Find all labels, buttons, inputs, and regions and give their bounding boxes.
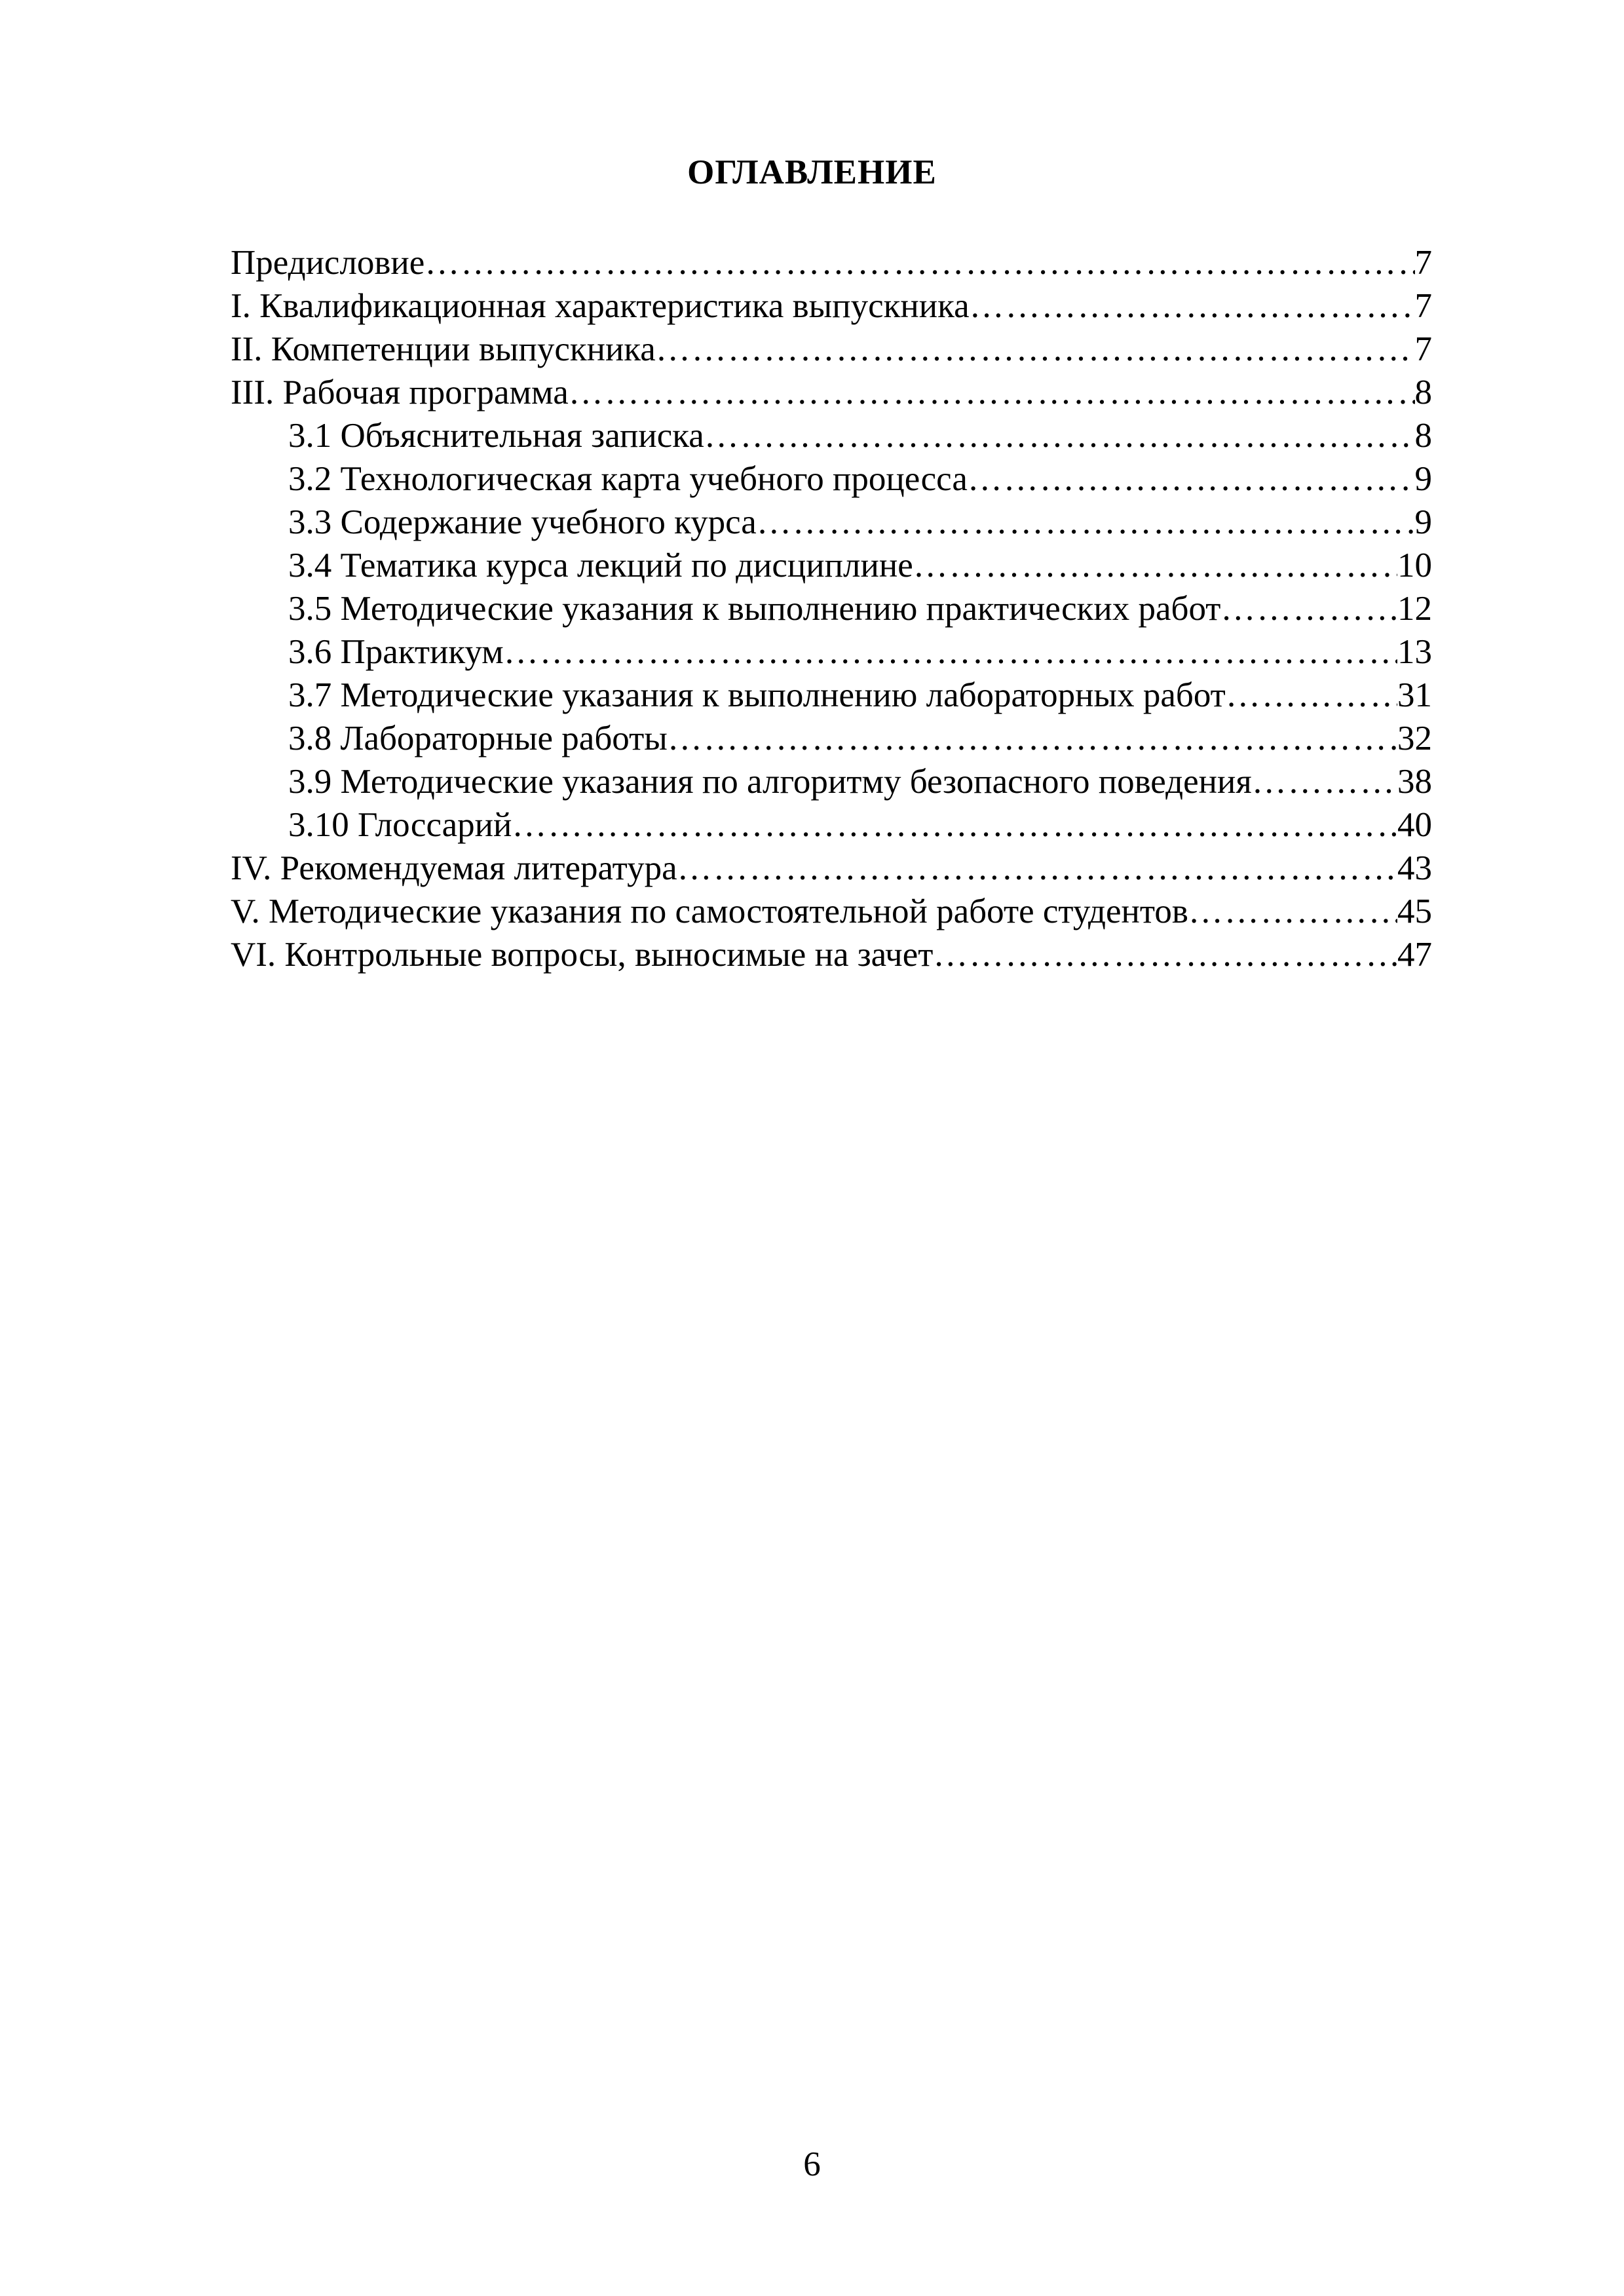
- toc-dot-leader: [425, 241, 1414, 284]
- toc-entry-page: 8: [1414, 417, 1432, 455]
- toc-entry-3-2[interactable]: [231, 457, 1432, 501]
- toc-entry-title: 3.6 Практикум: [288, 633, 504, 671]
- toc-dot-leader: [668, 717, 1397, 760]
- toc-dot-leader: [677, 847, 1397, 890]
- toc-entry-title: IV. Рекомендуемая литература: [231, 849, 677, 887]
- page-title: ОГЛАВЛЕНИЕ: [687, 153, 937, 191]
- toc-entry-page: 12: [1397, 590, 1432, 628]
- toc-entry-page: 40: [1397, 806, 1432, 844]
- toc-entry-title: 3.10 Глоссарий: [288, 806, 512, 844]
- toc-entry-page: 7: [1414, 244, 1432, 282]
- toc-entry-3-7[interactable]: [231, 674, 1432, 717]
- toc-dot-leader: [1252, 760, 1397, 803]
- toc-entry-title: 3.7 Методические указания к выполнению лабораторных работ: [288, 676, 1226, 714]
- toc-dot-leader: [704, 414, 1415, 457]
- toc-entry-section-3[interactable]: [231, 371, 1432, 414]
- toc-entry-page: 43: [1397, 849, 1432, 887]
- toc-entry-section-1[interactable]: [231, 284, 1432, 328]
- toc-dot-leader: [968, 457, 1415, 501]
- toc-entry-page: 9: [1414, 460, 1432, 498]
- toc-entry-page: 9: [1414, 503, 1432, 541]
- toc-entry-title: 3.4 Тематика курса лекций по дисциплине: [288, 546, 913, 584]
- table-of-contents: [231, 241, 1432, 976]
- toc-entry-title: V. Методические указания по самостоятельной работе студентов: [231, 892, 1188, 930]
- toc-dot-leader: [913, 544, 1397, 587]
- toc-entry-section-2[interactable]: [231, 328, 1432, 371]
- toc-dot-leader: [933, 933, 1397, 976]
- toc-entry-3-3[interactable]: [231, 501, 1432, 544]
- toc-entry-title: III. Рабочая программа: [231, 373, 569, 411]
- toc-entry-3-9[interactable]: [231, 760, 1432, 803]
- toc-entry-title: 3.9 Методические указания по алгоритму безопасного поведения: [288, 763, 1252, 801]
- toc-entry-section-5[interactable]: [231, 890, 1432, 933]
- toc-entry-3-10[interactable]: [231, 803, 1432, 847]
- toc-entry-page: 10: [1397, 546, 1432, 584]
- toc-entry-3-5[interactable]: [231, 587, 1432, 630]
- toc-dot-leader: [512, 803, 1397, 847]
- toc-entry-3-6[interactable]: [231, 630, 1432, 674]
- toc-entry-title: 3.5 Методические указания к выполнению практических работ: [288, 590, 1221, 628]
- toc-dot-leader: [970, 284, 1415, 328]
- toc-entry-title: 3.2 Технологическая карта учебного процесса: [288, 460, 968, 498]
- toc-entry-page: 47: [1397, 936, 1432, 974]
- toc-dot-leader: [757, 501, 1415, 544]
- toc-entry-section-4[interactable]: [231, 847, 1432, 890]
- toc-dot-leader: [1220, 587, 1397, 630]
- toc-entry-preface[interactable]: [231, 241, 1432, 284]
- toc-entry-page: 32: [1397, 719, 1432, 757]
- toc-entry-page: 7: [1414, 330, 1432, 368]
- toc-entry-section-6[interactable]: [231, 933, 1432, 976]
- toc-entry-title: 3.3 Содержание учебного курса: [288, 503, 757, 541]
- page-number: 6: [803, 2145, 821, 2183]
- toc-dot-leader: [569, 371, 1415, 414]
- toc-entry-page: 8: [1414, 373, 1432, 411]
- toc-entry-title: 3.8 Лабораторные работы: [288, 719, 668, 757]
- toc-dot-leader: [504, 630, 1397, 674]
- toc-entry-3-1[interactable]: [231, 414, 1432, 457]
- toc-entry-page: 7: [1414, 287, 1432, 325]
- toc-entry-title: I. Квалификационная характеристика выпускника: [231, 287, 970, 325]
- toc-entry-title: Предисловие: [231, 244, 425, 282]
- toc-entry-page: 13: [1397, 633, 1432, 671]
- toc-entry-page: 38: [1397, 763, 1432, 801]
- toc-entry-3-8[interactable]: [231, 717, 1432, 760]
- toc-entry-title: II. Компетенции выпускника: [231, 330, 656, 368]
- toc-entry-title: VI. Контрольные вопросы, выносимые на зачет: [231, 936, 934, 974]
- toc-entry-page: 45: [1397, 892, 1432, 930]
- toc-entry-title: 3.1 Объяснительная записка: [288, 417, 704, 455]
- toc-dot-leader: [656, 328, 1415, 371]
- toc-entry-3-4[interactable]: [231, 544, 1432, 587]
- toc-dot-leader: [1188, 890, 1397, 933]
- toc-entry-page: 31: [1397, 676, 1432, 714]
- toc-dot-leader: [1226, 674, 1397, 717]
